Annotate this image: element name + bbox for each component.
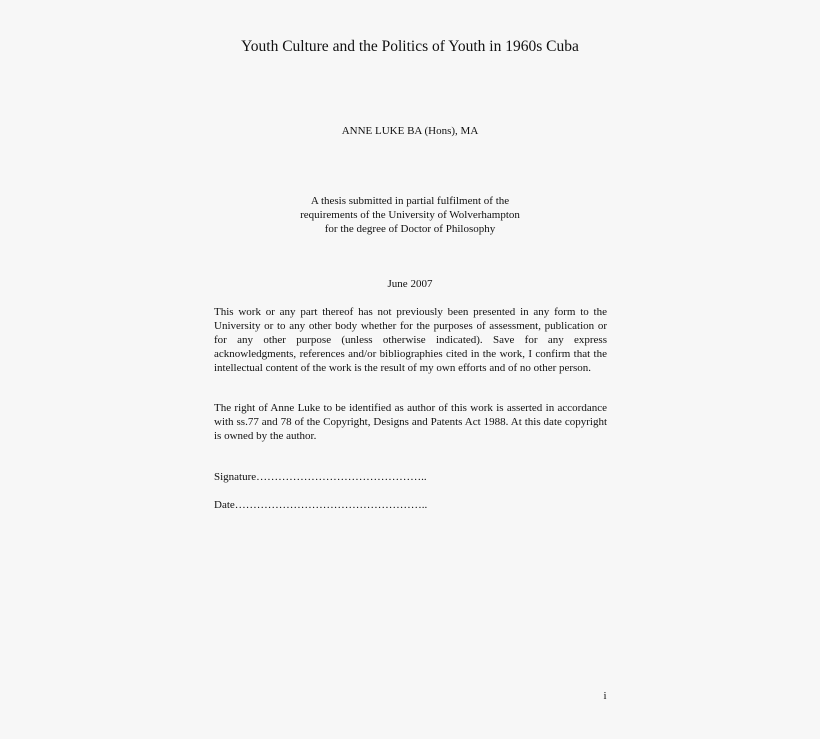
submission-date: June 2007 bbox=[387, 278, 433, 290]
submission-line: requirements of the University of Wolverhampton bbox=[300, 209, 520, 221]
declaration-paragraph: This work or any part thereof has not previously been presented in any form to the University or to any other body whether for the purposes of assessment, publication or for any other purpose (unless otherwise indicated). Save for any express acknowledgments, references and/or bibliographies cited in the work, I confirm that the intellectual content of the work is the result of my own efforts and of no other person. bbox=[214, 306, 607, 374]
copyright-paragraph: The right of Anne Luke to be identified as author of this work is asserted in accordance with ss.77 and 78 of the Copyright, Designs and Patents Act 1988. At this date copyright is owned by the author. bbox=[214, 402, 607, 442]
submission-statement bbox=[0, 194, 820, 236]
date-signature-line: Date…………………………………………….. bbox=[214, 499, 428, 511]
signature-line: Signature……………………………………….. bbox=[214, 471, 427, 483]
author-name: ANNE LUKE BA (Hons), MA bbox=[341, 125, 479, 137]
submission-line: A thesis submitted in partial fulfilment of the bbox=[310, 195, 510, 207]
page-number: i bbox=[603, 690, 607, 702]
submission-line: for the degree of Doctor of Philosophy bbox=[324, 223, 496, 235]
document-title: Youth Culture and the Politics of Youth in 1960s Cuba bbox=[241, 38, 579, 55]
